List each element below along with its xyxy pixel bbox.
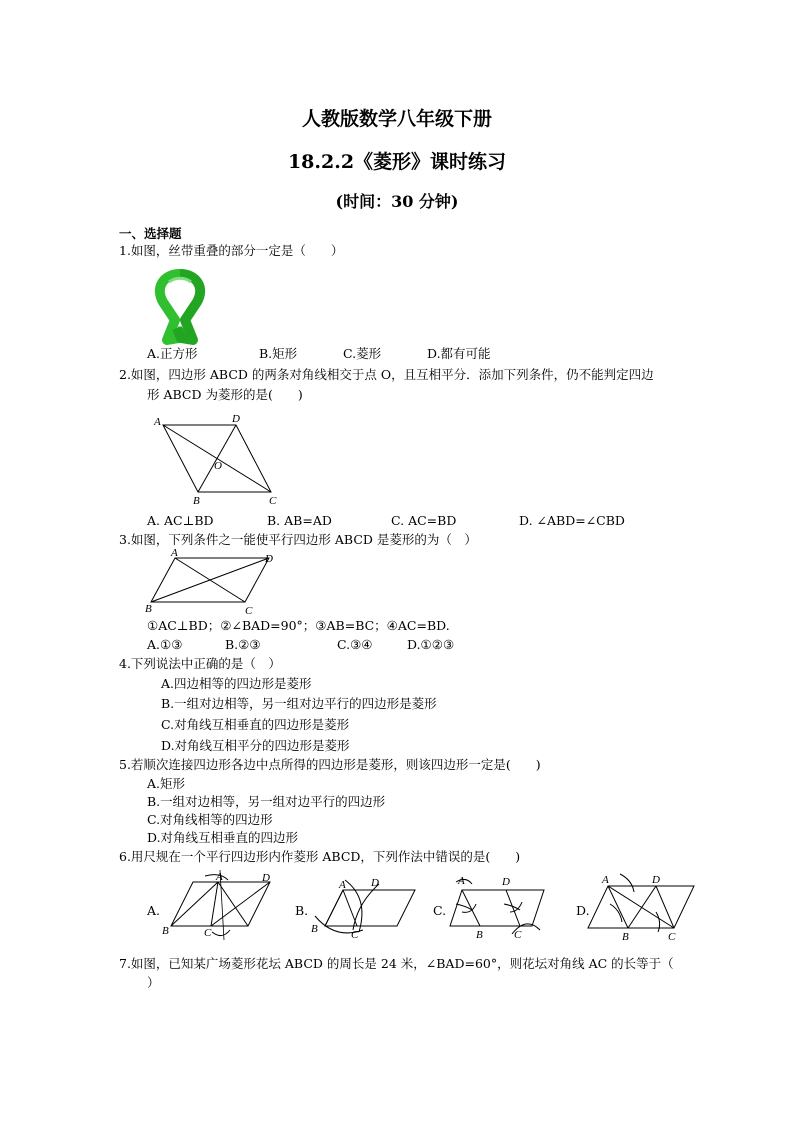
q1-option-d: D.都有可能	[427, 346, 491, 361]
fig-a-label-c: C	[204, 927, 212, 939]
q2-option-a: A. AC⊥BD	[147, 513, 214, 528]
q6-figure-c	[442, 870, 552, 942]
fig-a-label-a: A	[216, 871, 223, 883]
q2-parallelogram-figure	[150, 412, 285, 507]
q3-option-d: D.①②③	[407, 637, 455, 652]
q6-figure-d	[586, 870, 698, 942]
ribbon-figure	[145, 268, 215, 343]
fig-d-label-b: B	[622, 931, 629, 943]
q7-stem-line1: 7.如图，已知某广场菱形花坛 ABCD 的周长是 24 米，∠BAD=60°，则花坛对角线 AC 的长等于（	[119, 956, 674, 971]
doc-time: (时间：30 分钟)	[335, 192, 459, 211]
fig-d-label-c: C	[668, 931, 676, 943]
fig-c-label-c: C	[514, 929, 522, 941]
q3-option-a: A.①③	[147, 637, 183, 652]
q4-stem: 4.下列说法中正确的是（ ）	[119, 656, 281, 671]
label-d: D	[232, 413, 240, 425]
q3-option-c: C.③④	[337, 637, 373, 652]
q2-stem-line1: 2.如图，四边形 ABCD 的两条对角线相交于点 O，且互相平分．添加下列条件，仍不能判定四边	[119, 367, 654, 382]
q6-figure-b	[305, 870, 425, 942]
q3-parallelogram-figure	[145, 548, 280, 616]
q6-option-a: A.	[147, 903, 161, 918]
q3-conditions: ①AC⊥BD；②∠BAD=90°；③AB=BC；④AC=BD.	[147, 618, 450, 633]
q2-option-b: B. AB=AD	[267, 513, 332, 528]
label-a: A	[171, 547, 178, 559]
fig-a-label-d: D	[262, 872, 270, 884]
fig-b-label-d: D	[371, 877, 379, 889]
q5-stem: 5.若顺次连接四边形各边中点所得的四边形是菱形，则该四边形一定是( )	[119, 757, 541, 772]
fig-c-label-d: D	[502, 876, 510, 888]
q4-option-b: B.一组对边相等，另一组对边平行的四边形是菱形	[161, 696, 437, 711]
q7-stem-line2: ）	[147, 975, 160, 990]
fig-b-label-a: A	[339, 879, 346, 891]
label-b: B	[145, 603, 152, 615]
fig-b-label-c: C	[351, 929, 359, 941]
label-a: A	[154, 416, 161, 428]
q2-option-d: D. ∠ABD=∠CBD	[519, 513, 625, 528]
q1-option-b: B.矩形	[259, 346, 298, 361]
q3-stem: 3.如图，下列条件之一能使平行四边形 ABCD 是菱形的为（ ）	[119, 532, 477, 547]
q4-option-c: C.对角线互相垂直的四边形是菱形	[161, 717, 350, 732]
q3-option-b: B.②③	[225, 637, 261, 652]
fig-a-label-b: B	[162, 925, 169, 937]
q1-stem: 1.如图，丝带重叠的部分一定是（ ）	[119, 243, 344, 258]
fig-c-label-a: A	[458, 875, 465, 887]
fig-d-label-a: A	[602, 874, 609, 886]
q6-figure-a	[160, 870, 280, 942]
label-c: C	[269, 495, 277, 507]
q4-option-d: D.对角线互相平分的四边形是菱形	[161, 738, 350, 753]
fig-b-label-b: B	[311, 923, 318, 935]
q4-option-a: A.四边相等的四边形是菱形	[161, 676, 312, 691]
q6-option-c: C.	[433, 903, 447, 918]
q5-option-b: B.一组对边相等，另一组对边平行的四边形	[147, 794, 386, 809]
doc-title: 人教版数学八年级下册	[301, 108, 492, 130]
label-c: C	[245, 605, 253, 617]
label-o: O	[214, 460, 222, 472]
section-heading: 一、选择题	[119, 226, 182, 241]
q2-option-c: C. AC=BD	[391, 513, 457, 528]
q6-option-d: D.	[576, 903, 590, 918]
label-b: B	[193, 495, 200, 507]
q2-stem-line2: 形 ABCD 为菱形的是( )	[147, 387, 303, 402]
label-d: D	[265, 553, 273, 565]
q5-option-a: A.矩形	[147, 776, 186, 791]
q6-stem: 6.用尺规在一个平行四边形内作菱形 ABCD，下列作法中错误的是( )	[119, 849, 521, 864]
q6-option-b: B.	[295, 903, 309, 918]
fig-d-label-d: D	[652, 874, 660, 886]
q1-option-c: C.菱形	[343, 346, 382, 361]
q5-option-d: D.对角线互相垂直的四边形	[147, 830, 299, 845]
fig-c-label-b: B	[476, 929, 483, 941]
doc-subtitle: 18.2.2《菱形》课时练习	[287, 151, 507, 173]
q5-option-c: C.对角线相等的四边形	[147, 812, 273, 827]
q1-option-a: A.正方形	[147, 346, 198, 361]
